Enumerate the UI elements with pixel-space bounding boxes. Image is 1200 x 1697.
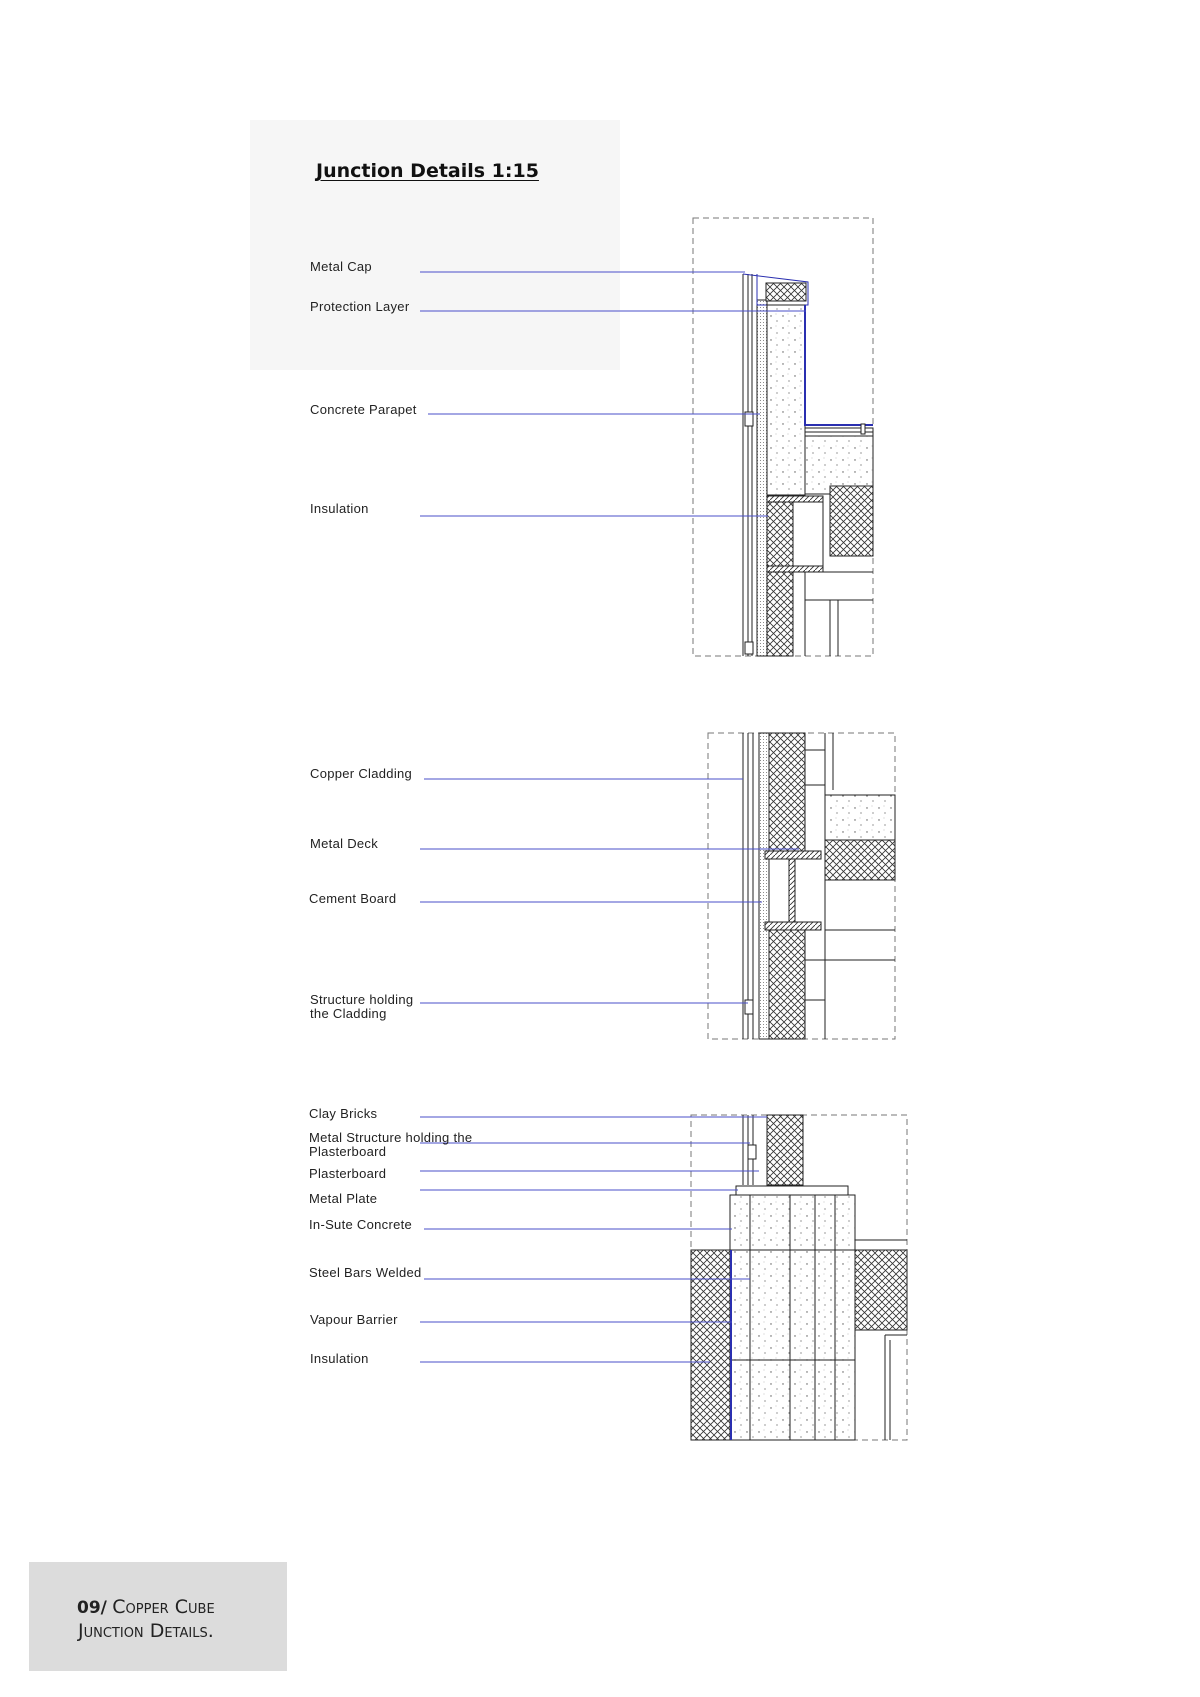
page-number: 09/	[77, 1598, 107, 1618]
label-plasterboard: Plasterboard	[309, 1166, 387, 1181]
footer-line-2	[78, 1620, 214, 1642]
footer-line-1	[77, 1596, 215, 1618]
label-vapour-barrier: Vapour Barrier	[310, 1312, 398, 1327]
label-metal-deck: Metal Deck	[310, 836, 379, 851]
page-title: Junction Details 1:15	[316, 160, 539, 182]
label-metal-cap: Metal Cap	[310, 259, 372, 274]
detail-3-section	[691, 1115, 907, 1440]
detail-1-section	[693, 218, 873, 656]
label-concrete-parapet: Concrete Parapet	[310, 402, 417, 417]
footer-badge	[29, 1562, 287, 1671]
label-structure-holding-cladding: Structure holding the Cladding	[310, 992, 414, 1021]
footer-project-name: Copper Cube	[112, 1596, 215, 1618]
label-insulation-3: Insulation	[310, 1351, 369, 1366]
label-protection-layer: Protection Layer	[310, 299, 410, 314]
label-metal-plate: Metal Plate	[309, 1191, 378, 1206]
label-in-situ-concrete: In-Sute Concrete	[309, 1217, 413, 1232]
label-insulation-1: Insulation	[310, 501, 369, 516]
label-copper-cladding: Copper Cladding	[310, 766, 413, 781]
label-clay-bricks: Clay Bricks	[309, 1106, 378, 1121]
label-steel-bars-welded: Steel Bars Welded	[309, 1265, 422, 1280]
label-metal-structure-plasterboard: Metal Structure holding the Plasterboard	[309, 1130, 473, 1159]
label-cement-board: Cement Board	[309, 891, 397, 906]
footer-sheet-name: Junction Details.	[78, 1620, 214, 1642]
